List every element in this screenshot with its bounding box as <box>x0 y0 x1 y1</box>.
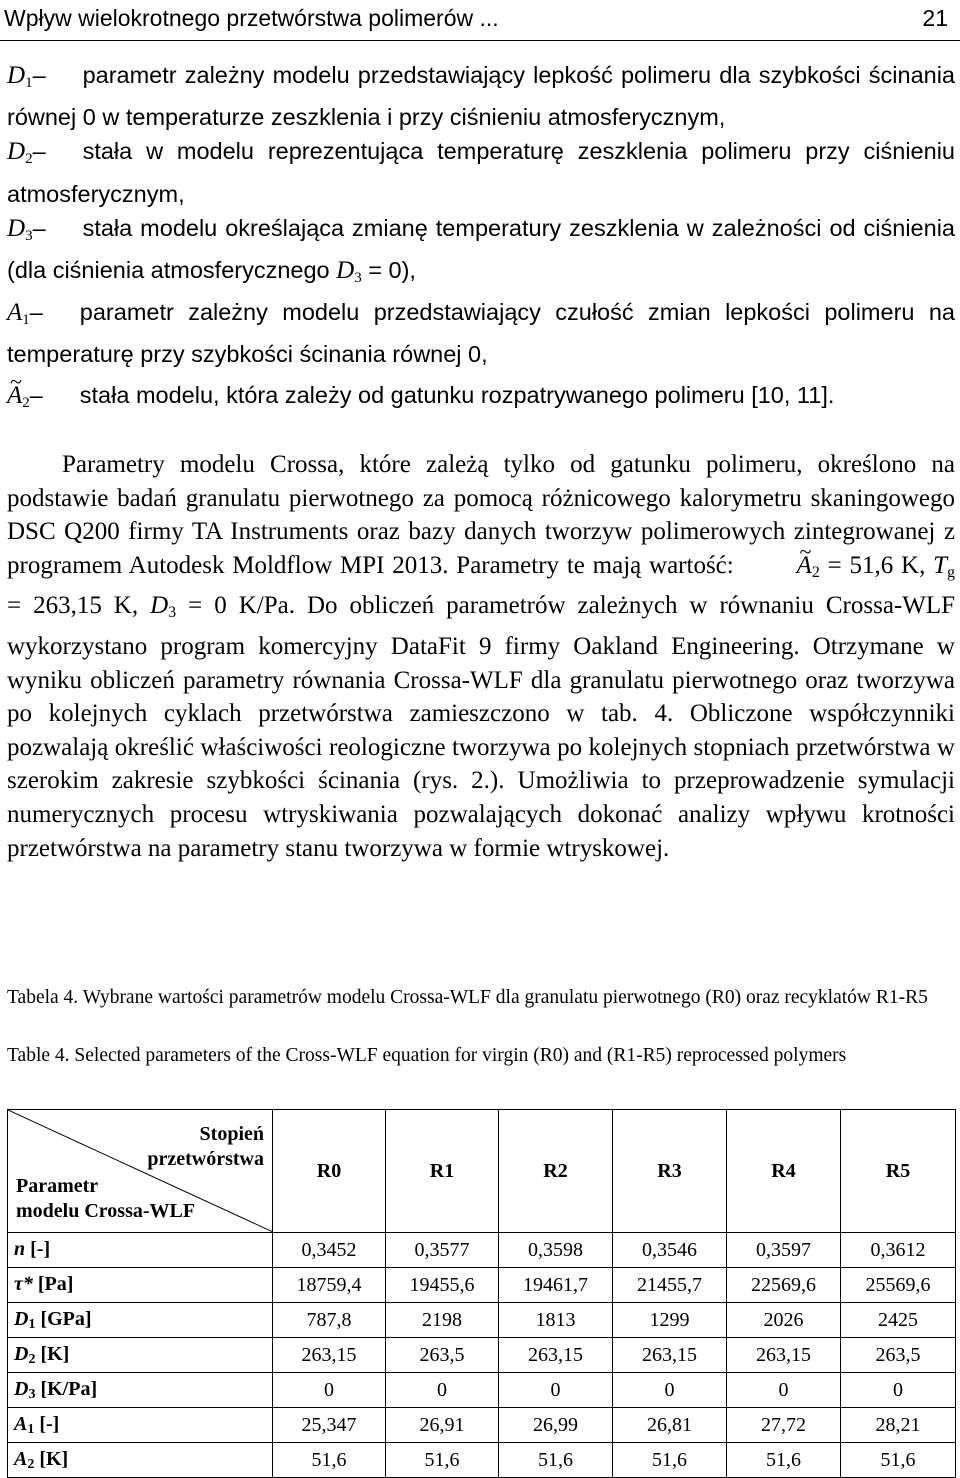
value-cell: 2026 <box>727 1303 841 1338</box>
param-tg-sub: g <box>947 563 956 581</box>
param-unit: [K] <box>40 1342 70 1365</box>
column-header: R5 <box>841 1110 956 1233</box>
value-cell: 0,3598 <box>499 1233 613 1268</box>
value-cell: 22569,6 <box>727 1268 841 1303</box>
value-cell: 0 <box>273 1373 386 1408</box>
symbol: D <box>7 214 26 242</box>
value-cell: 0 <box>499 1373 613 1408</box>
table-row <box>8 1303 956 1338</box>
corner-top-line: przetwórstwa <box>147 1148 264 1170</box>
table-header-row <box>8 1110 956 1233</box>
running-header <box>0 0 960 41</box>
param-unit: [-] <box>30 1237 51 1260</box>
value-cell: 26,99 <box>499 1408 613 1443</box>
value-cell: 25569,6 <box>841 1268 956 1303</box>
param-symbol: τ* <box>14 1272 33 1295</box>
definition-d2: $D_2-$ stała w modelu reprezentująca temperaturę zeszklenia polimeru przy ciśnieniu atmosferycznym, <box>7 138 955 207</box>
symbol: A <box>7 299 23 327</box>
param-symbol: A <box>14 1412 28 1435</box>
definition-text: stała w modelu reprezentująca temperaturę zeszklenia polimeru przy ciśnieniu atmosferycznym, <box>7 138 955 207</box>
value-cell: 0,3546 <box>613 1233 727 1268</box>
inline-symbol-sub: 3 <box>354 270 362 287</box>
param-symbol: A <box>14 1447 28 1470</box>
param-a2-symbol: ~ A <box>742 549 812 583</box>
value-cell: 25,347 <box>273 1408 386 1443</box>
column-header: R4 <box>727 1110 841 1233</box>
param-unit: [K/Pa] <box>40 1377 98 1400</box>
table-corner-cell <box>8 1110 273 1233</box>
cross-wlf-table <box>7 1109 956 1478</box>
param-subscript: 2 <box>28 1351 36 1367</box>
definition-text: stała modelu, która zależy od gatunku rozpatrywanego polimeru [10, 11]. <box>79 381 835 408</box>
corner-label-bottom <box>16 1174 195 1224</box>
value-cell: 26,81 <box>613 1408 727 1443</box>
symbol-tilde: ~ A <box>7 379 22 413</box>
corner-bottom-line: modelu Crossa-WLF <box>16 1200 196 1222</box>
symbol-definitions <box>7 58 955 420</box>
inline-symbol: D <box>336 257 355 285</box>
param-subscript: 1 <box>28 1316 36 1332</box>
definition-a2: ~ $A_2-$ stała modelu, która zależy od gatunku rozpatrywanego polimeru [10, 11]. <box>7 378 955 420</box>
param-cell <box>8 1443 273 1478</box>
value-cell: 263,15 <box>613 1338 727 1373</box>
value-cell: 0,3597 <box>727 1233 841 1268</box>
value-cell: 1813 <box>499 1303 613 1338</box>
definition-d1: $D_1-$ parametr zależny modelu przedstawiający lepkość polimeru dla szybkości ścinania równej 0 w temperaturze zeszklenia i przy ciśnieniu atmosferycznym, <box>7 62 955 131</box>
value-cell: 1299 <box>613 1303 727 1338</box>
value-cell: 51,6 <box>499 1443 613 1478</box>
definition-d3: $D_3-$ stała modelu określająca zmianę temperatury zeszklenia w zależności od ciśnienia (dla ciśnienia atmosferycznego $D_3 = 0$), <box>7 214 955 287</box>
value-cell: 18759,4 <box>273 1268 386 1303</box>
symbol-sub: 1 <box>22 312 30 329</box>
param-unit: [Pa] <box>37 1272 74 1295</box>
table-row <box>8 1443 956 1478</box>
symbol-sub: 2 <box>25 151 33 168</box>
value-cell: 263,5 <box>841 1338 956 1373</box>
param-d3-sub: 3 <box>168 604 177 622</box>
corner-top-line: Stopień <box>199 1123 264 1145</box>
value-cell: 19455,6 <box>386 1268 499 1303</box>
param-unit: [GPa] <box>40 1307 92 1330</box>
value-cell: 2198 <box>386 1303 499 1338</box>
definition-text: parametr zależny modelu przedstawiający lepkość polimeru dla szybkości ścinania równej 0 w temperaturze zeszklenia i przy ciśnieniu atmosferycznym, <box>7 62 955 131</box>
symbol-sub: 3 <box>25 227 33 244</box>
param-cell <box>8 1373 273 1408</box>
symbol: D <box>7 138 26 166</box>
body-text-2: Do obliczeń parametrów zależnych w równaniu Crossa-WLF wykorzystano program komercyjny DataFit 9 firmy Oakland Engineering. Otrzymane w wyniku obliczeń parametry równania Crossa-WLF dla granulatu pierwotnego oraz tworzywa po kolejnych cyklach przetwórstwa zamieszczono w tab. 4. Obliczone współczynniki pozwalają określić właściwości reologiczne tworzywa po kolejnych stopniach przetwórstwa w szerokim zakresie szybkości ścinania (rys. 2.). Umożliwia to przeprowadzenie symulacji numerycznych procesu wtryskiwania pozwalających dokonać analizy wpływu krotności przetwórstwa na parametry stanu tworzywa w formie wtryskowej. <box>7 592 956 862</box>
table-caption-polish: Tabela 4. Wybrane wartości parametrów modelu Crossa-WLF dla granulatu pierwotnego (R0) oraz recyklatów R1-R5 <box>7 987 928 1008</box>
param-symbol: D <box>14 1377 29 1400</box>
definition-text-end: = 0), <box>368 257 416 284</box>
corner-bottom-line: Parametr <box>16 1175 99 1197</box>
table-row <box>8 1338 956 1373</box>
symbol: D <box>7 62 26 89</box>
running-title: Wpływ wielokrotnego przetwórstwa polimerów ... <box>4 5 499 31</box>
value-cell: 263,15 <box>499 1338 613 1373</box>
definition-text: stała modelu określająca zmianę temperatury zeszklenia w zależności od ciśnienia (dla ciśnienia atmosferycznego <box>7 214 955 284</box>
param-d3-value: = 0 K/Pa. <box>188 592 295 620</box>
value-cell: 263,15 <box>727 1338 841 1373</box>
table-caption-english: Table 4. Selected parameters of the Cross-WLF equation for virgin (R0) and (R1-R5) reprocessed polymers <box>7 1045 847 1066</box>
param-a2-sub: 2 <box>811 563 820 581</box>
param-cell <box>8 1408 273 1443</box>
value-cell: 0 <box>613 1373 727 1408</box>
param-a2-value: = 51,6 K, <box>827 551 926 579</box>
corner-label-top <box>147 1122 264 1172</box>
param-cell <box>8 1303 273 1338</box>
column-header: R0 <box>273 1110 386 1233</box>
param-subscript: 1 <box>27 1421 35 1437</box>
value-cell: 0,3577 <box>386 1233 499 1268</box>
value-cell: 263,15 <box>273 1338 386 1373</box>
value-cell: 0,3612 <box>841 1233 956 1268</box>
definition-text: parametr zależny modelu przedstawiający czułość zmian lepkości polimeru na temperaturę przy szybkości ścinania równej 0, <box>7 299 955 368</box>
param-subscript: 2 <box>27 1456 35 1472</box>
value-cell: 2425 <box>841 1303 956 1338</box>
param-tg-symbol: T <box>933 551 948 579</box>
value-cell: 0 <box>386 1373 499 1408</box>
value-cell: 0,3452 <box>273 1233 386 1268</box>
value-cell: 787,8 <box>273 1303 386 1338</box>
value-cell: 28,21 <box>841 1408 956 1443</box>
column-header: R1 <box>386 1110 499 1233</box>
column-header: R2 <box>499 1110 613 1233</box>
param-unit: [-] <box>39 1412 60 1435</box>
table-row <box>8 1408 956 1443</box>
param-unit: [K] <box>39 1447 69 1470</box>
param-cell <box>8 1233 273 1268</box>
table-body <box>8 1233 956 1478</box>
param-d3-symbol: D <box>150 592 169 620</box>
table-row <box>8 1373 956 1408</box>
symbol-sub: 1 <box>25 75 33 91</box>
value-cell: 51,6 <box>841 1443 956 1478</box>
param-tg-value: = 263,15 K, <box>7 592 139 620</box>
table-row <box>8 1233 956 1268</box>
table-row <box>8 1268 956 1303</box>
value-cell: 51,6 <box>613 1443 727 1478</box>
value-cell: 0 <box>727 1373 841 1408</box>
value-cell: 51,6 <box>727 1443 841 1478</box>
definition-a1: $A_1-$ parametr zależny modelu przedstawiający czułość zmian lepkości polimeru na temperaturę przy szybkości ścinania równej 0, <box>7 299 955 368</box>
value-cell: 51,6 <box>386 1443 499 1478</box>
page-number: 21 <box>922 5 948 31</box>
column-header: R3 <box>613 1110 727 1233</box>
param-cell <box>8 1268 273 1303</box>
value-cell: 27,72 <box>727 1408 841 1443</box>
value-cell: 51,6 <box>273 1443 386 1478</box>
param-symbol: D <box>14 1307 29 1330</box>
symbol-sub: 2 <box>22 394 30 411</box>
param-symbol: n <box>14 1237 26 1260</box>
value-cell: 21455,7 <box>613 1268 727 1303</box>
param-symbol: D <box>14 1342 29 1365</box>
value-cell: 19461,7 <box>499 1268 613 1303</box>
body-paragraph <box>7 448 955 865</box>
value-cell: 0 <box>841 1373 956 1408</box>
value-cell: 263,5 <box>386 1338 499 1373</box>
value-cell: 26,91 <box>386 1408 499 1443</box>
body-text-1: Parametry modelu Crossa, które zależą tylko od gatunku polimeru, określono na podstawie badań granulatu pierwotnego za pomocą różnicowego kalorymetru skaningowego DSC Q200 firmy TA Instruments oraz bazy danych tworzyw polimerowych zintegrowanej z programem Autodesk Moldflow MPI 2013. Parametry te mają wartość: <box>7 451 955 579</box>
param-cell <box>8 1338 273 1373</box>
param-subscript: 3 <box>28 1386 36 1402</box>
